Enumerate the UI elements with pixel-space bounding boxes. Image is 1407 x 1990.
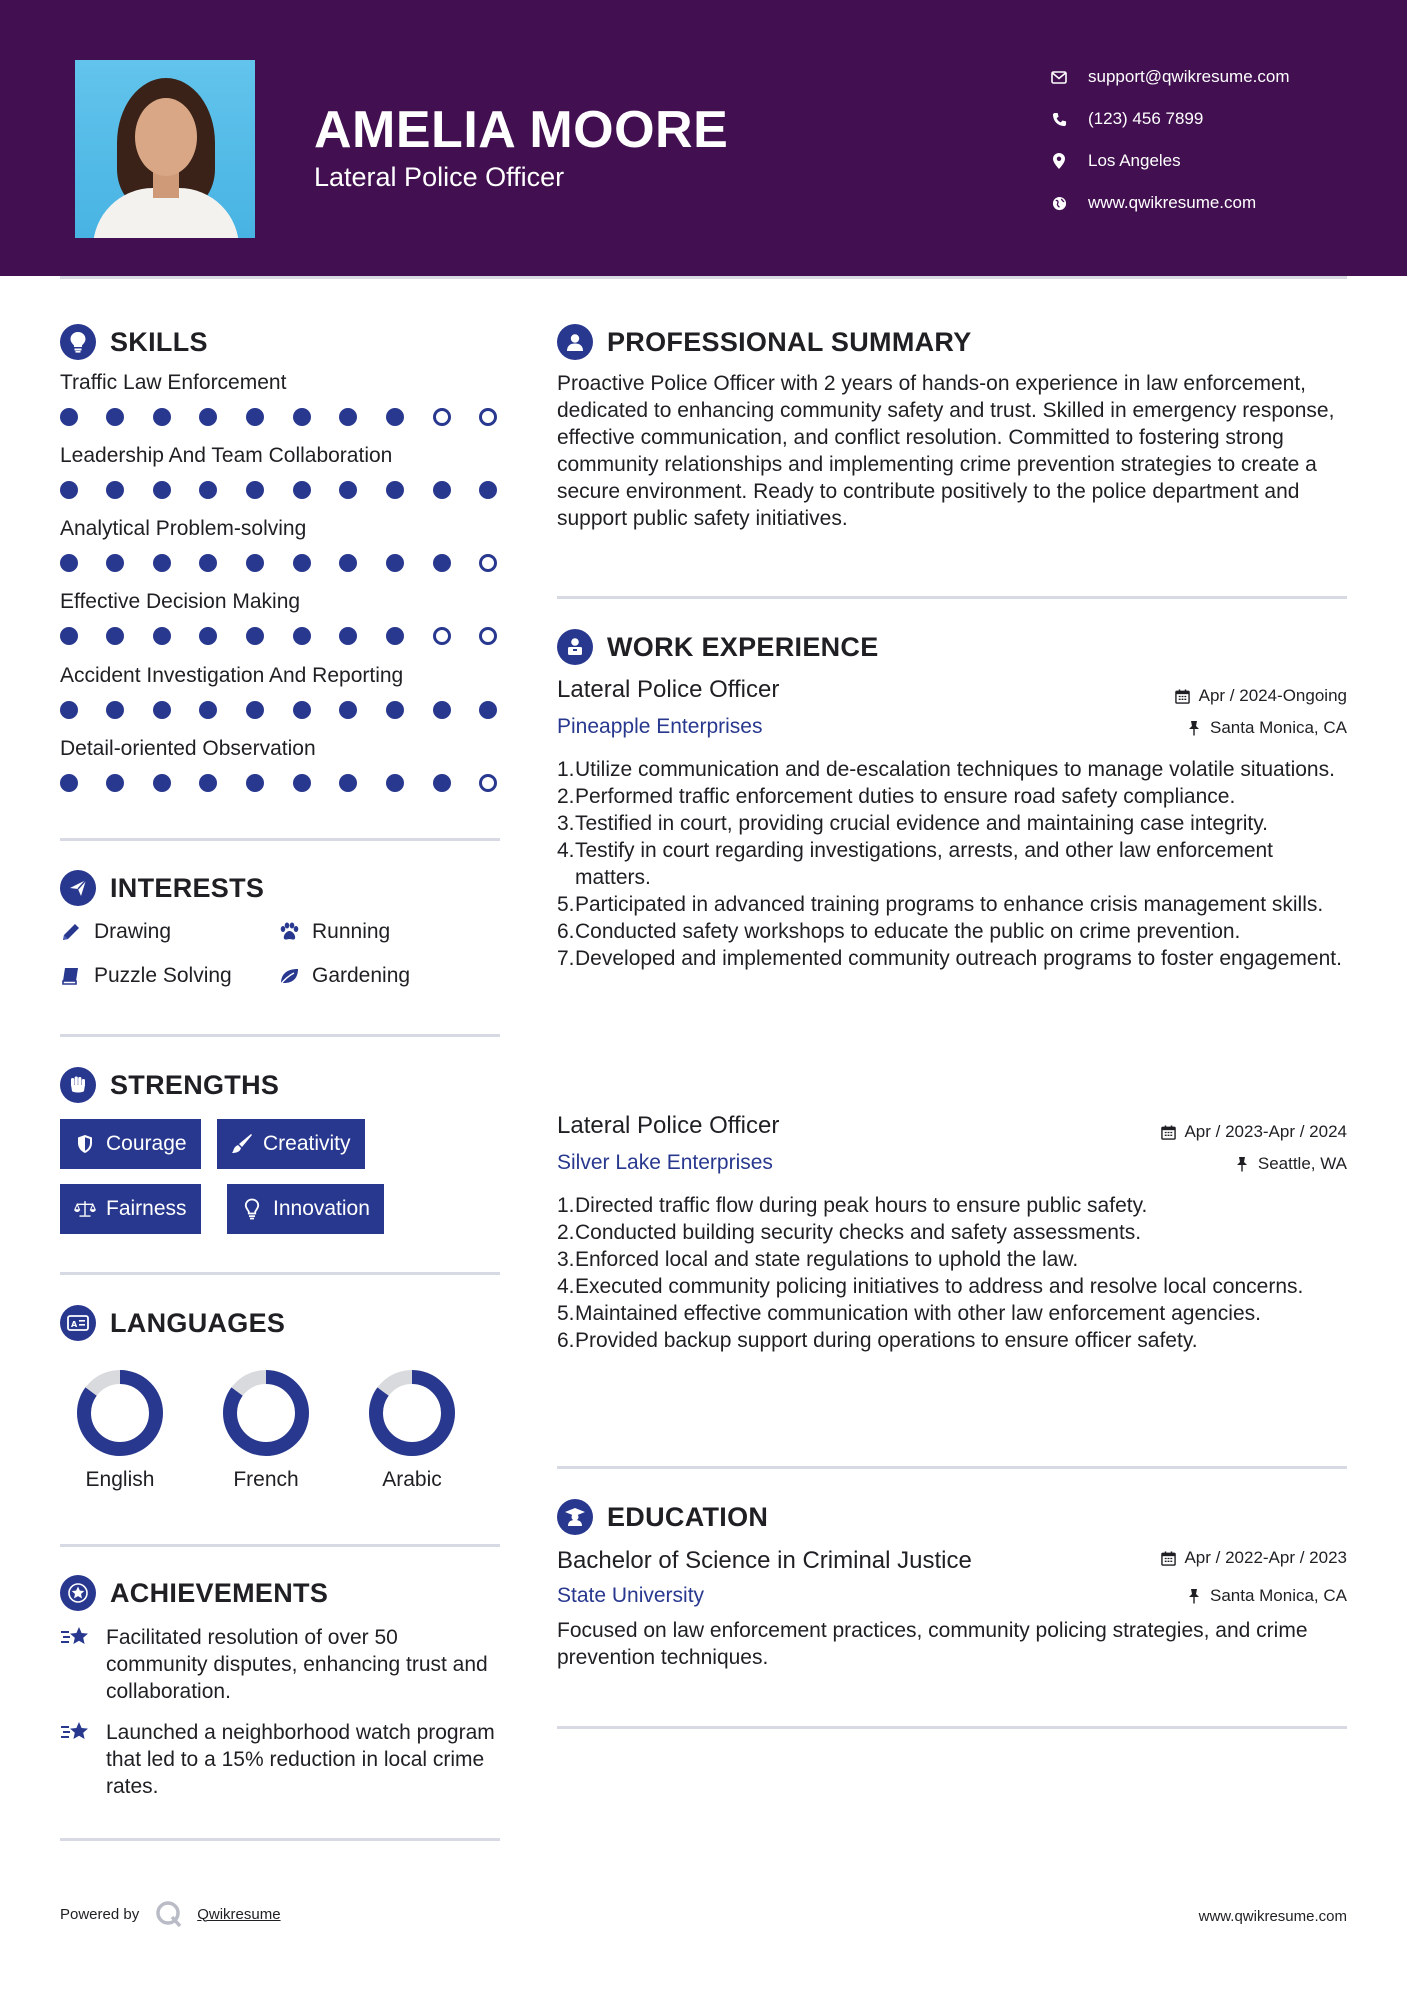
- star-badge-icon: [60, 1575, 96, 1611]
- education-heading: [557, 1499, 768, 1535]
- calendar-icon: [1160, 1124, 1176, 1140]
- skill-dot-filled: [339, 554, 357, 572]
- bullet-number: 1.: [557, 1194, 575, 1217]
- skill-name: Traffic Law Enforcement: [60, 371, 287, 394]
- scale-icon: [74, 1198, 96, 1220]
- skill-dot-filled: [339, 701, 357, 719]
- education-degree: Bachelor of Science in Criminal Justice: [557, 1547, 972, 1574]
- language-item: [206, 1368, 326, 1492]
- contact-phone[interactable]: [1050, 98, 1290, 140]
- skill-level-dots: [60, 554, 500, 574]
- education-location-text: Santa Monica, CA: [1209, 1586, 1347, 1605]
- book-icon: [60, 965, 82, 987]
- job-bullet: [557, 918, 1347, 945]
- strength-tag-courage: [60, 1119, 201, 1169]
- job-bullet: [557, 1246, 1347, 1273]
- skill-dot-filled: [106, 554, 124, 572]
- skill-dot-filled: [153, 554, 171, 572]
- skill-dot-filled: [106, 408, 124, 426]
- skill-dot-filled: [60, 481, 78, 499]
- job-bullet: [557, 1219, 1347, 1246]
- skill-dot-filled: [246, 627, 264, 645]
- skill-dot-filled: [153, 774, 171, 792]
- skills-divider: [60, 838, 500, 841]
- strength-label: Innovation: [273, 1197, 370, 1220]
- bullet-text: Conducted safety workshops to educate the public on crime prevention.: [575, 920, 1241, 943]
- shooting-star-icon: [60, 1624, 92, 1652]
- job-bullet: [557, 810, 1347, 837]
- skill-dot-filled: [60, 627, 78, 645]
- skill-dot-filled: [293, 701, 311, 719]
- skill-dot-filled: [293, 408, 311, 426]
- skill-dot-filled: [246, 408, 264, 426]
- strength-tag-fairness: [60, 1184, 201, 1234]
- shooting-star-icon: [60, 1719, 92, 1747]
- skill-dot-filled: [106, 774, 124, 792]
- skill-name: Detail-oriented Observation: [60, 737, 316, 760]
- skill-dot-filled: [386, 774, 404, 792]
- bullet-number: 7.: [557, 947, 575, 970]
- bullet-text: Executed community policing initiatives to address and resolve local concerns.: [575, 1275, 1304, 1298]
- bullet-number: 4.: [557, 839, 575, 862]
- education-location: [1186, 1586, 1347, 1606]
- skill-dot-filled: [246, 774, 264, 792]
- job-bullet: [557, 891, 1347, 918]
- summary-title: PROFESSIONAL SUMMARY: [607, 326, 972, 357]
- job-location-text: Seattle, WA: [1257, 1154, 1347, 1173]
- education-title: EDUCATION: [607, 1501, 769, 1532]
- skills-heading: [60, 324, 208, 360]
- job-location-text: Santa Monica, CA: [1209, 718, 1347, 737]
- interest-item-gardening: [278, 964, 410, 988]
- language-label: Arabic: [382, 1468, 442, 1491]
- footer-powered-by: [60, 1900, 281, 1928]
- job-location: [1186, 718, 1347, 738]
- shield-icon: [74, 1133, 96, 1155]
- language-label: French: [233, 1468, 299, 1491]
- skill-dot-filled: [339, 627, 357, 645]
- skill-dot-filled: [479, 701, 497, 719]
- bullet-text: Performed traffic enforcement duties to ensure road safety compliance.: [575, 785, 1236, 808]
- skill-dot-filled: [339, 774, 357, 792]
- interests-heading: [60, 870, 264, 906]
- skill-name: Leadership And Team Collaboration: [60, 444, 393, 467]
- job-bullet-list: [557, 756, 1347, 972]
- languages-title: LANGUAGES: [110, 1307, 286, 1338]
- strength-label: Fairness: [106, 1197, 187, 1220]
- language-label: English: [85, 1468, 155, 1491]
- bullet-text: Utilize communication and de-escalation techniques to manage volatile situations.: [575, 758, 1335, 781]
- skill-dot-filled: [106, 627, 124, 645]
- pushpin-icon: [1186, 1588, 1202, 1604]
- bullet-text: Directed traffic flow during peak hours to ensure public safety.: [575, 1194, 1148, 1217]
- skills-title: SKILLS: [110, 326, 208, 357]
- languages-heading: [60, 1305, 285, 1341]
- skill-dot-filled: [153, 627, 171, 645]
- bullet-number: 6.: [557, 1329, 575, 1352]
- skill-dot-filled: [153, 408, 171, 426]
- graduate-icon: [557, 1499, 593, 1535]
- interests-divider: [60, 1034, 500, 1037]
- brush-icon: [231, 1133, 253, 1155]
- achievements-divider: [60, 1838, 500, 1841]
- user-icon: [557, 324, 593, 360]
- skill-level-dots: [60, 481, 500, 501]
- skill-dot-filled: [199, 408, 217, 426]
- paw-icon: [278, 921, 300, 943]
- language-card-icon: [60, 1305, 96, 1341]
- calendar-icon: [1160, 1550, 1176, 1566]
- skill-dot-filled: [339, 408, 357, 426]
- job-title: Lateral Police Officer: [557, 1112, 780, 1139]
- education-dates: [1160, 1548, 1347, 1568]
- profile-photo: [75, 60, 255, 238]
- bullet-number: 6.: [557, 920, 575, 943]
- job-bullet-list: [557, 1192, 1347, 1354]
- skill-dot-filled: [199, 481, 217, 499]
- achievements-title: ACHIEVEMENTS: [110, 1577, 329, 1608]
- summary-divider: [557, 596, 1347, 599]
- education-description: Focused on law enforcement practices, community policing strategies, and crime prevention techniques.: [557, 1619, 1308, 1669]
- strengths-heading: [60, 1067, 279, 1103]
- powered-by-text: Powered by: [60, 1905, 140, 1923]
- interest-label: Drawing: [94, 920, 172, 943]
- skill-name: Analytical Problem-solving: [60, 517, 307, 540]
- pushpin-icon: [1234, 1156, 1250, 1172]
- fist-icon: [60, 1067, 96, 1103]
- skill-dot-filled: [246, 481, 264, 499]
- skill-dot-filled: [293, 554, 311, 572]
- contact-location: [1050, 140, 1290, 182]
- job-bullet: [557, 945, 1347, 972]
- skill-dot-filled: [433, 774, 451, 792]
- skill-level-dots: [60, 408, 500, 428]
- skill-dot-filled: [293, 627, 311, 645]
- language-proficiency-ring: [75, 1368, 165, 1458]
- language-proficiency-ring: [367, 1368, 457, 1458]
- contact-website[interactable]: [1050, 182, 1290, 224]
- skill-dot-filled: [60, 774, 78, 792]
- pushpin-icon: [1186, 720, 1202, 736]
- bullet-text: Enforced local and state regulations to uphold the law.: [575, 1248, 1079, 1271]
- skill-dot-empty: [479, 408, 497, 426]
- strengths-title: STRENGTHS: [110, 1069, 280, 1100]
- achievements-heading: [60, 1575, 328, 1611]
- strengths-divider: [60, 1272, 500, 1275]
- skill-dot-filled: [293, 774, 311, 792]
- interest-item-puzzle-solving: [60, 964, 232, 988]
- bullet-number: 1.: [557, 758, 575, 781]
- job-dates-text: Apr / 2023-Apr / 2024: [1184, 1122, 1347, 1141]
- job-dates: [1175, 686, 1347, 706]
- education-school: State University: [557, 1584, 705, 1607]
- job-dates-text: Apr / 2024-Ongoing: [1198, 686, 1347, 705]
- bullet-text: Provided backup support during operations to ensure officer safety.: [575, 1329, 1198, 1352]
- summary-heading: [557, 324, 972, 360]
- skill-dot-filled: [60, 408, 78, 426]
- skill-dot-filled: [153, 481, 171, 499]
- bullet-number: 5.: [557, 893, 575, 916]
- lightbulb-icon: [60, 324, 96, 360]
- contact-email[interactable]: [1050, 56, 1290, 98]
- job-bullet: [557, 1300, 1347, 1327]
- strength-label: Creativity: [263, 1132, 351, 1155]
- job-company: Silver Lake Enterprises: [557, 1151, 773, 1174]
- language-proficiency-ring: [221, 1368, 311, 1458]
- interest-item-drawing: [60, 920, 171, 944]
- calendar-icon: [1175, 688, 1191, 704]
- skill-dot-empty: [479, 554, 497, 572]
- skill-level-dots: [60, 701, 500, 721]
- bullet-number: 2.: [557, 1221, 575, 1244]
- summary-text: Proactive Police Officer with 2 years of hands-on experience in law enforcement, dedicated to enhancing community safety and trust. Skilled in emergency response, effective communication, and conflict resolution. Committed to fostering strong community relationships and implementing crime prevention strategies to create a secure environment. Ready to contribute positively to the police department and support public safety initiatives.: [557, 372, 1335, 530]
- job-bullet: [557, 756, 1347, 783]
- job-bullet: [557, 837, 1347, 891]
- bullet-text: Developed and implemented community outreach programs to foster engagement.: [575, 947, 1342, 970]
- bullet-number: 2.: [557, 785, 575, 808]
- interest-label: Running: [312, 920, 391, 943]
- map-pin-icon: [1050, 152, 1068, 170]
- bullet-text: Testify in court regarding investigations, arrests, and other law enforcement matters.: [575, 839, 1274, 889]
- contact-list: [1050, 56, 1290, 224]
- job-bullet: [557, 1327, 1347, 1354]
- skill-level-dots: [60, 774, 500, 794]
- education-divider: [557, 1726, 1347, 1729]
- skill-dot-empty: [479, 774, 497, 792]
- skill-dot-filled: [199, 554, 217, 572]
- bullet-text: Maintained effective communication with other law enforcement agencies.: [575, 1302, 1261, 1325]
- interests-title: INTERESTS: [110, 872, 265, 903]
- lightbulb-icon: [241, 1198, 263, 1220]
- skill-name: Effective Decision Making: [60, 590, 301, 613]
- bullet-text: Participated in advanced training programs to enhance crisis management skills.: [575, 893, 1324, 916]
- bullet-number: 4.: [557, 1275, 575, 1298]
- skill-dot-filled: [386, 554, 404, 572]
- experience-divider: [557, 1466, 1347, 1469]
- language-item: [60, 1368, 180, 1492]
- language-item: [352, 1368, 472, 1492]
- skill-dot-filled: [199, 774, 217, 792]
- bullet-number: 3.: [557, 812, 575, 835]
- skill-dot-filled: [60, 701, 78, 719]
- job-company: Pineapple Enterprises: [557, 715, 763, 738]
- skill-dot-empty: [433, 408, 451, 426]
- experience-heading: [557, 629, 879, 665]
- experience-title: WORK EXPERIENCE: [607, 631, 879, 662]
- achievement-text: Launched a neighborhood watch program that led to a 15% reduction in local crime rates.: [106, 1721, 495, 1798]
- skill-dot-filled: [293, 481, 311, 499]
- svg-text:A: A: [71, 1320, 78, 1329]
- bullet-number: 5.: [557, 1302, 575, 1325]
- job-bullet: [557, 783, 1347, 810]
- skill-dot-filled: [386, 627, 404, 645]
- skill-dot-filled: [106, 481, 124, 499]
- skill-dot-filled: [246, 554, 264, 572]
- envelope-icon: [1050, 68, 1068, 86]
- achievement-text: Facilitated resolution of over 50 community disputes, enhancing trust and collaboration.: [106, 1626, 488, 1703]
- strength-label: Courage: [106, 1132, 187, 1155]
- skill-dot-filled: [199, 701, 217, 719]
- skill-dot-empty: [479, 627, 497, 645]
- footer-website[interactable]: www.qwikresume.com: [1198, 1908, 1347, 1925]
- bullet-text: Testified in court, providing crucial evidence and maintaining case integrity.: [575, 812, 1268, 835]
- strength-tag-innovation: [227, 1184, 384, 1234]
- interest-item-running: [278, 920, 390, 944]
- skill-dot-filled: [479, 481, 497, 499]
- job-dates: [1160, 1122, 1347, 1142]
- job-bullet: [557, 1192, 1347, 1219]
- skill-dot-filled: [339, 481, 357, 499]
- phone-icon: [1050, 110, 1068, 128]
- skill-name: Accident Investigation And Reporting: [60, 664, 404, 687]
- languages-divider: [60, 1544, 500, 1547]
- interest-label: Gardening: [312, 964, 411, 987]
- interest-label: Puzzle Solving: [94, 964, 232, 987]
- leaf-icon: [278, 965, 300, 987]
- skill-dot-filled: [386, 701, 404, 719]
- achievement-item: [60, 1719, 500, 1800]
- candidate-name: AMELIA MOORE: [314, 101, 729, 159]
- contact-phone-text: (123) 456 7899: [1088, 109, 1204, 128]
- skill-dot-filled: [153, 701, 171, 719]
- skill-dot-empty: [433, 627, 451, 645]
- skill-level-dots: [60, 627, 500, 647]
- resume-header: [0, 0, 1407, 276]
- skill-dot-filled: [433, 481, 451, 499]
- education-dates-text: Apr / 2022-Apr / 2023: [1184, 1548, 1347, 1567]
- achievement-item: [60, 1624, 500, 1705]
- candidate-title: Lateral Police Officer: [314, 162, 565, 192]
- skill-dot-filled: [433, 554, 451, 572]
- skill-dot-filled: [433, 701, 451, 719]
- job-title: Lateral Police Officer: [557, 676, 780, 703]
- skill-dot-filled: [246, 701, 264, 719]
- skill-dot-filled: [60, 554, 78, 572]
- briefcase-user-icon: [557, 629, 593, 665]
- skill-dot-filled: [386, 481, 404, 499]
- paper-plane-icon: [60, 870, 96, 906]
- qwikresume-logo-icon: [155, 1900, 183, 1928]
- bullet-text: Conducted building security checks and safety assessments.: [575, 1221, 1142, 1244]
- skill-dot-filled: [386, 408, 404, 426]
- contact-location-text: Los Angeles: [1088, 151, 1181, 170]
- footer-brand-link[interactable]: Qwikresume: [197, 1905, 281, 1923]
- pencil-icon: [60, 921, 82, 943]
- header-divider: [60, 276, 1347, 279]
- globe-icon: [1050, 194, 1068, 212]
- job-location: [1234, 1154, 1347, 1174]
- bullet-number: 3.: [557, 1248, 575, 1271]
- skill-dot-filled: [199, 627, 217, 645]
- skill-dot-filled: [106, 701, 124, 719]
- job-bullet: [557, 1273, 1347, 1300]
- strength-tag-creativity: [217, 1119, 365, 1169]
- contact-email-text: support@qwikresume.com: [1088, 67, 1290, 86]
- contact-website-text: www.qwikresume.com: [1088, 193, 1257, 212]
